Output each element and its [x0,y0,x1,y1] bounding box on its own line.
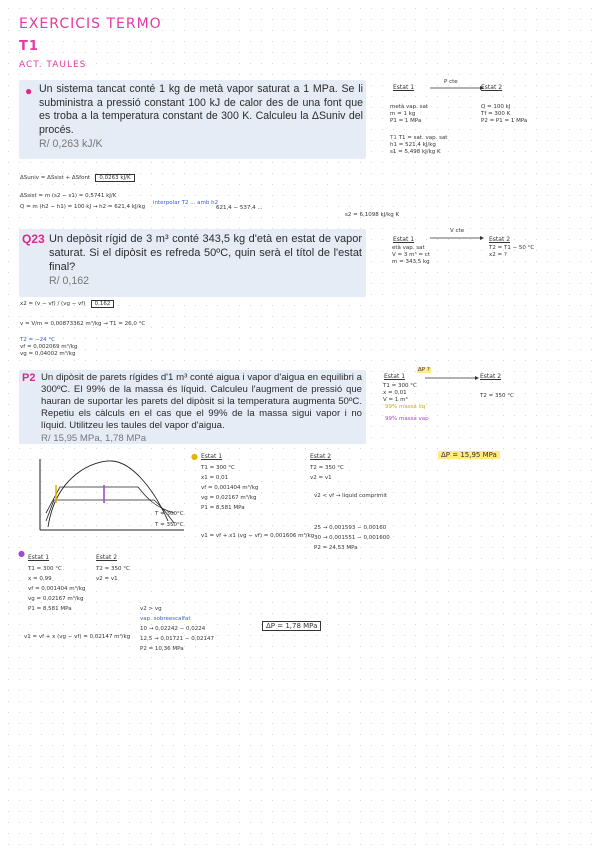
result-1: ΔP = 15,95 MPa [438,451,500,459]
state-1-props: T1 = 300 °C x = 0,99 vf = 0,001404 m³/kg vg = 0,02167 m³/kg P1 = 8,581 MPa [28,566,86,612]
state-2-label: Estat 2 [480,373,502,380]
problem-text: Un sistema tancat conté 1 kg de metà vapor saturat a 1 MPa. Se li subministra a pressió constant 100 kJ de calor des de una font que es troba a la temperatura constant de 300 K. Calculeu la ΔSuniv del procés. [39,83,363,136]
table-values: T1 T1 = sat. vap. sat h1 = 521,4 kJ/kg s1 = 5,498 kJ/kg K [390,135,448,155]
section-title: T1 [19,39,39,54]
problem-answer: R/ 0,263 kJ/K [39,138,103,151]
subsection-title: ACT. TAULES [19,60,87,70]
title-equation: x2 = (v − vf) / (vg − vf) 0,162 [20,301,114,308]
state-1-label: Estat 1 [28,554,50,561]
state-1-label: Estat 1 [393,236,415,243]
problem-box-q23 [19,229,366,297]
interp-note: interpolar T2 ... amb h2 [153,200,219,206]
case-vapor: 99% massa vap [385,416,429,422]
work-line-3: 621,4 − 537,4 ... [216,205,263,211]
state-2-props: T2 = T1 − 50 °C x2 = ? [489,245,535,258]
state-2-label: Estat 2 [481,84,503,91]
state-1-props: T1 = 300 °C x1 = 0,01 vf = 0,001404 m³/kg vg = 0,02167 m³/kg P1 = 8,581 MPa [201,465,259,511]
problem-label: P2 [22,372,36,384]
specific-volume: v1 = vf + x (vg − vf) = 0,02147 m³/kg [24,634,131,640]
entropy-equation: ΔSuniv = ΔSsist + ΔSfont 0,0263 kJ/K [20,175,135,182]
process-label: P cte [444,79,458,85]
problem-answer: R/ 0,162 [49,275,90,287]
isotherm-1-label: T = 300°C [155,511,184,517]
state-2-props: T2 = 350 °C [480,393,514,399]
dp-label: ΔP ? [418,367,430,373]
problem-label: Q23 [22,232,45,246]
phase-comparison: v2 < vf → líquid comprimit [314,493,388,499]
state-1-label: Estat 1 [201,453,223,460]
bullet-icon: ● [18,549,25,558]
interpolation: v2 > vg vap. sobreescalfat 10 → 0,02242 − 0,0224 12,5 → 0,01721 − 0,02147 P2 = 10,36 MPa [140,606,214,652]
problem-text: Un dipòsit de parets rígides d'1 m³ conté aigua i vapor d'aigua en equilibri a 300ºC. El 99% de la massa és líquid. Calculeu l'augment de pressió que hauran de suportar les parets del dipòsit si la temperatura augmenta 50ºC. Repetiu els càlculs en el cas que el 99% de la massa sigui vapor i no líquid. Utilitzeu les taules del vapor d'aigua. [41,372,362,431]
specific-volume: v1 = vf + x1 (vg − vf) = 0,001606 m³/kg [201,533,315,539]
state-2-label: Estat 2 [310,453,332,460]
state-2-label: Estat 2 [96,554,118,561]
process-label: V cte [450,228,465,234]
work-line-2: Q = m (h2 − h1) = 100 kJ → h2 = 621,4 kJ/kg [20,204,146,210]
state-1-label: Estat 1 [384,373,406,380]
state-1-label: Estat 1 [393,84,415,91]
state-1-props: T1 = 300 °C x = 0,01 V = 1 m³ [383,383,417,403]
state-1-props: età vap. sat V = 3 m³ = ct m = 343,5 kg [392,245,430,265]
result-2: ΔP = 1,78 MPa [262,622,321,630]
problem-answer: R/ 15,95 MPa, 1,78 MPa [41,433,147,444]
state-2-props: Q = 100 kJ Tf = 300 K P2 = P1 = 1 MPa [481,104,528,124]
state-2-label: Estat 2 [489,236,511,243]
case-liquid: 99% massa líq [385,404,426,410]
bullet-icon: ● [25,84,33,98]
volume-line: v = V/m = 0,00873362 m³/kg → T1 = 26,0 °C [20,321,146,327]
work-line-4: s2 = 6,1098 kJ/kg K [345,212,400,218]
interpolation: 25 → 0,001593 − 0,00160 30 → 0,001551 − 0,001600 P2 = 24,53 MPa [314,525,390,551]
state-1-props: metà vap. sat m = 1 kg P1 = 1 MPa [390,104,429,124]
work-line-1: ΔSsist = m (s2 − s1) = 0,5741 kJ/K [20,193,117,199]
table-values: T2 = −24 °C vf = 0,002069 m³/kg vg = 0,04002 m³/kg [20,337,78,357]
isotherm-2-label: T = 350°C [155,522,184,528]
problem-text: Un depòsit rígid de 3 m³ conté 343,5 kg d'età en estat de vapor saturat. Si el dipòsit es refreda 50ºC, quin serà el títol de l'estat final? [49,233,362,273]
problem-box-1 [19,80,366,159]
problem-box-p2 [19,370,366,444]
state-2-props: T2 = 350 °C v2 = v1 [310,465,344,481]
page-title: EXERCICIS TERMO [19,16,162,32]
bullet-icon: ● [191,452,198,461]
state-2-props: T2 = 350 °C v2 = v1 [96,566,130,582]
